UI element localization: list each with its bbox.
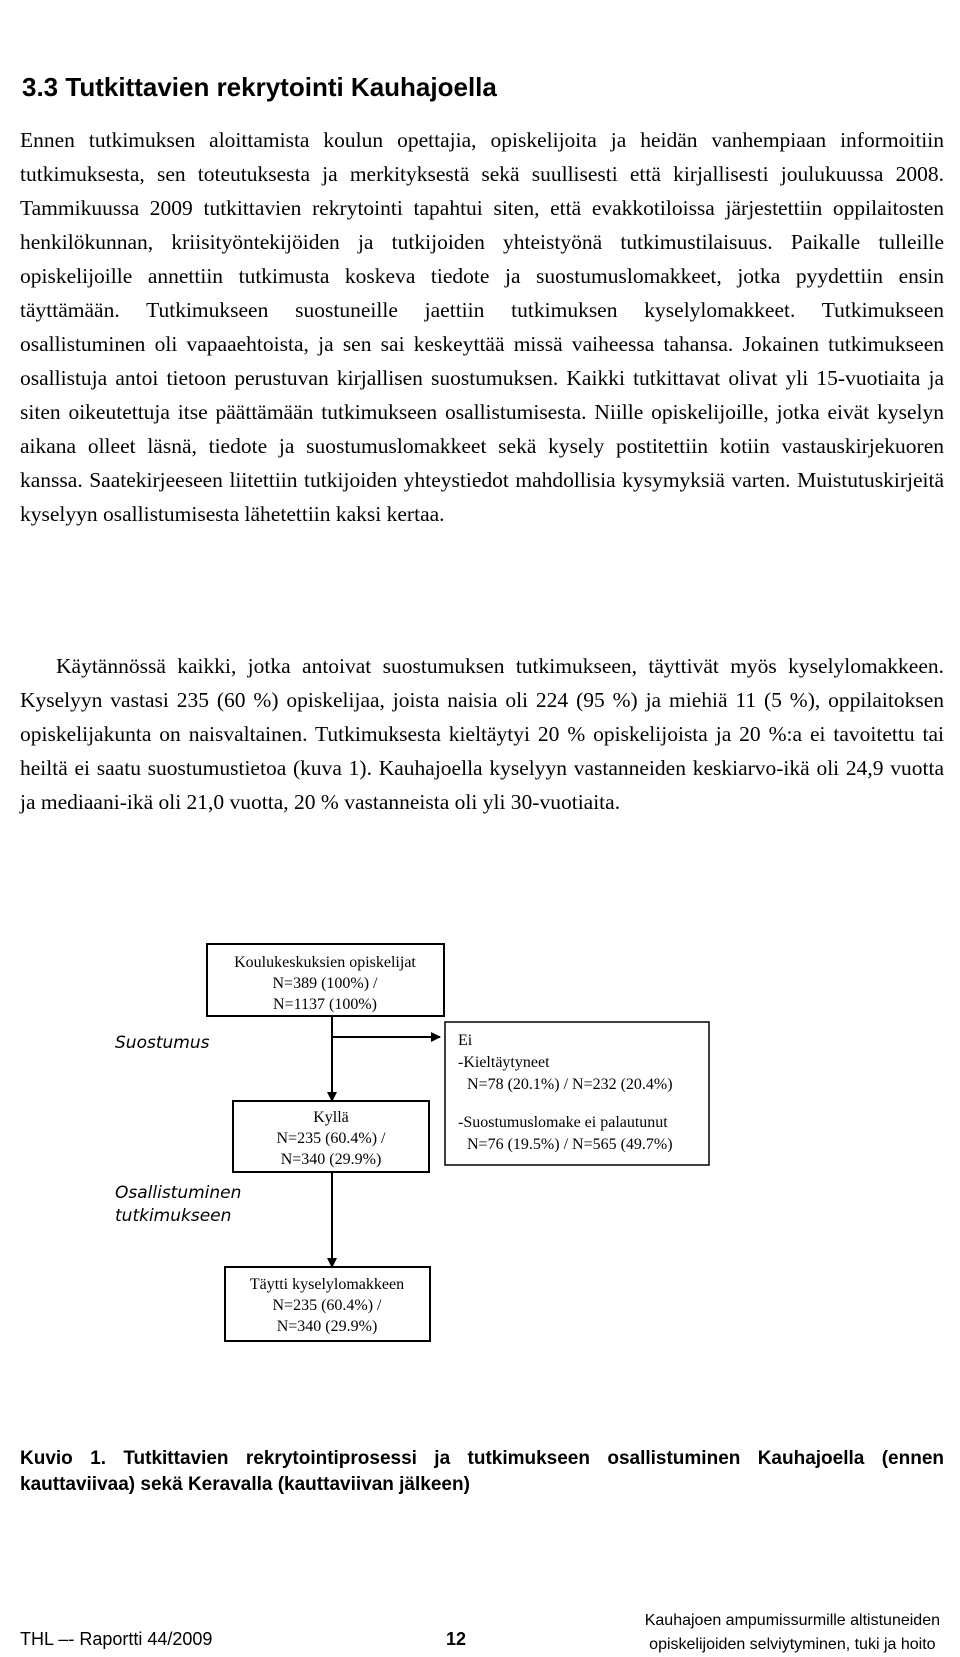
declined-refused-label: -Kieltäytyneet — [458, 1054, 550, 1071]
footer-title-line-1: Kauhajoen ampumissurmille altistuneiden — [644, 1612, 940, 1629]
population-box-line-2: N=389 (100%) / — [272, 975, 378, 992]
body-paragraph-2: Käytännössä kaikki, jotka antoivat suostumuksen tutkimukseen, täyttivät myös kyselylomakkeen. Kyselyyn vastasi 235 (60 %) opiskelijaa, joista naisia oli 224 (95 %) ja miehiä 11 (5 %), oppilaitoksen opiskelijakunta on naisvaltainen. Tutkimuksesta kieltäytyi 20 % opiskelijoista ja 20 %:a ei tavoitettu tai heiltä ei saatu suostumustietoa (kuva 1). Kauhajoella kyselyyn vastanneiden keskiarvo-ikä oli 24,9 vuotta ja mediaani-ikä oli 21,0 vuotta, 20 % vastanneista oli yli 30-vuotiaita. — [20, 654, 944, 814]
footer-title-line-2: opiskelijoiden selviytyminen, tuki ja hoito — [649, 1636, 936, 1653]
population-box-line-3: N=1137 (100%) — [273, 996, 377, 1013]
consented-box-line-3: N=340 (29.9%) — [280, 1151, 382, 1168]
section-heading: 3.3 Tutkittavien rekrytointi Kauhajoella — [22, 72, 497, 102]
population-box-line-1: Koulukeskuksien opiskelijat — [234, 954, 416, 971]
page-number: 12 — [446, 1629, 467, 1649]
consented-box-line-2: N=235 (60.4%) / — [276, 1130, 386, 1147]
declined-not-returned-label: -Suostumuslomake ei palautunut — [458, 1114, 668, 1131]
declined-box-title: Ei — [458, 1032, 473, 1049]
stage-label-participation-2: tutkimukseen — [115, 1206, 232, 1226]
declined-refused-count: N=78 (20.1%) / N=232 (20.4%) — [467, 1076, 673, 1093]
participated-box-title: Täytti kyselylomakkeen — [249, 1276, 405, 1293]
footer-report-title — [645, 1609, 940, 1657]
stage-label-consent: Suostumus — [115, 1033, 210, 1053]
participated-box-line-2: N=235 (60.4%) / — [272, 1297, 382, 1314]
declined-not-returned-count: N=76 (19.5%) / N=565 (49.7%) — [467, 1136, 673, 1153]
body-paragraph-1: Ennen tutkimuksen aloittamista koulun opettajia, opiskelijoita ja heidän vanhempiaan informoitiin tutkimuksesta, sen toteutuksesta ja merkityksestä sekä suullisesti että kirjallisesti joulukuussa 2008. Tammikuussa 2009 tutkittavien rekrytointi tapahtui siten, että evakkotiloissa järjestettiin oppilaitosten henkilökunnan, kriisityöntekijöiden ja tutkijoiden yhteistyönä tutkimustilaisuus. Paikalle tulleille opiskelijoille annettiin tutkimusta koskeva tiedote ja suostumuslomakkeet, jotka pyydettiin ensin täyttämään. Tutkimukseen suostuneille jaettiin tutkimuksen kyselylomakkeet. Tutkimukseen osallistuminen oli vapaaehtoista, ja sen sai keskeyttää missä vaiheessa tahansa. Jokainen tutkimukseen osallistuja antoi tietoon perustuvan kirjallisen suostumuksen. Kaikki tutkittavat olivat yli 15-vuotiaita ja siten oikeutettuja itse päättämään tutkimukseen osallistumisesta. Niille opiskelijoille, jotka eivät kyselyn aikana olleet läsnä, tiedote ja suostumuslomakkeet sekä kysely postitettiin kotiin vastauskirjekuoren kanssa. Saatekirjeeseen liitettiin tutkijoiden yhteystiedot mahdollisia kysymyksiä varten. Muistutuskirjeitä kyselyyn osallistumisesta lähetettiin kaksi kertaa. — [20, 128, 944, 526]
figure-caption: Kuvio 1. Tutkittavien rekrytointiprosessi ja tutkimukseen osallistuminen Kauhajoella (ennen kauttaviivaa) sekä Keravalla (kauttaviivan jälkeen) — [20, 1448, 944, 1495]
footer-report-id: THL –- Raportti 44/2009 — [20, 1629, 213, 1649]
recruitment-flow-diagram — [0, 940, 960, 1420]
consented-box-title: Kyllä — [313, 1109, 349, 1126]
stage-label-participation-1: Osallistuminen — [115, 1183, 242, 1203]
participated-box-line-3: N=340 (29.9%) — [276, 1318, 378, 1335]
